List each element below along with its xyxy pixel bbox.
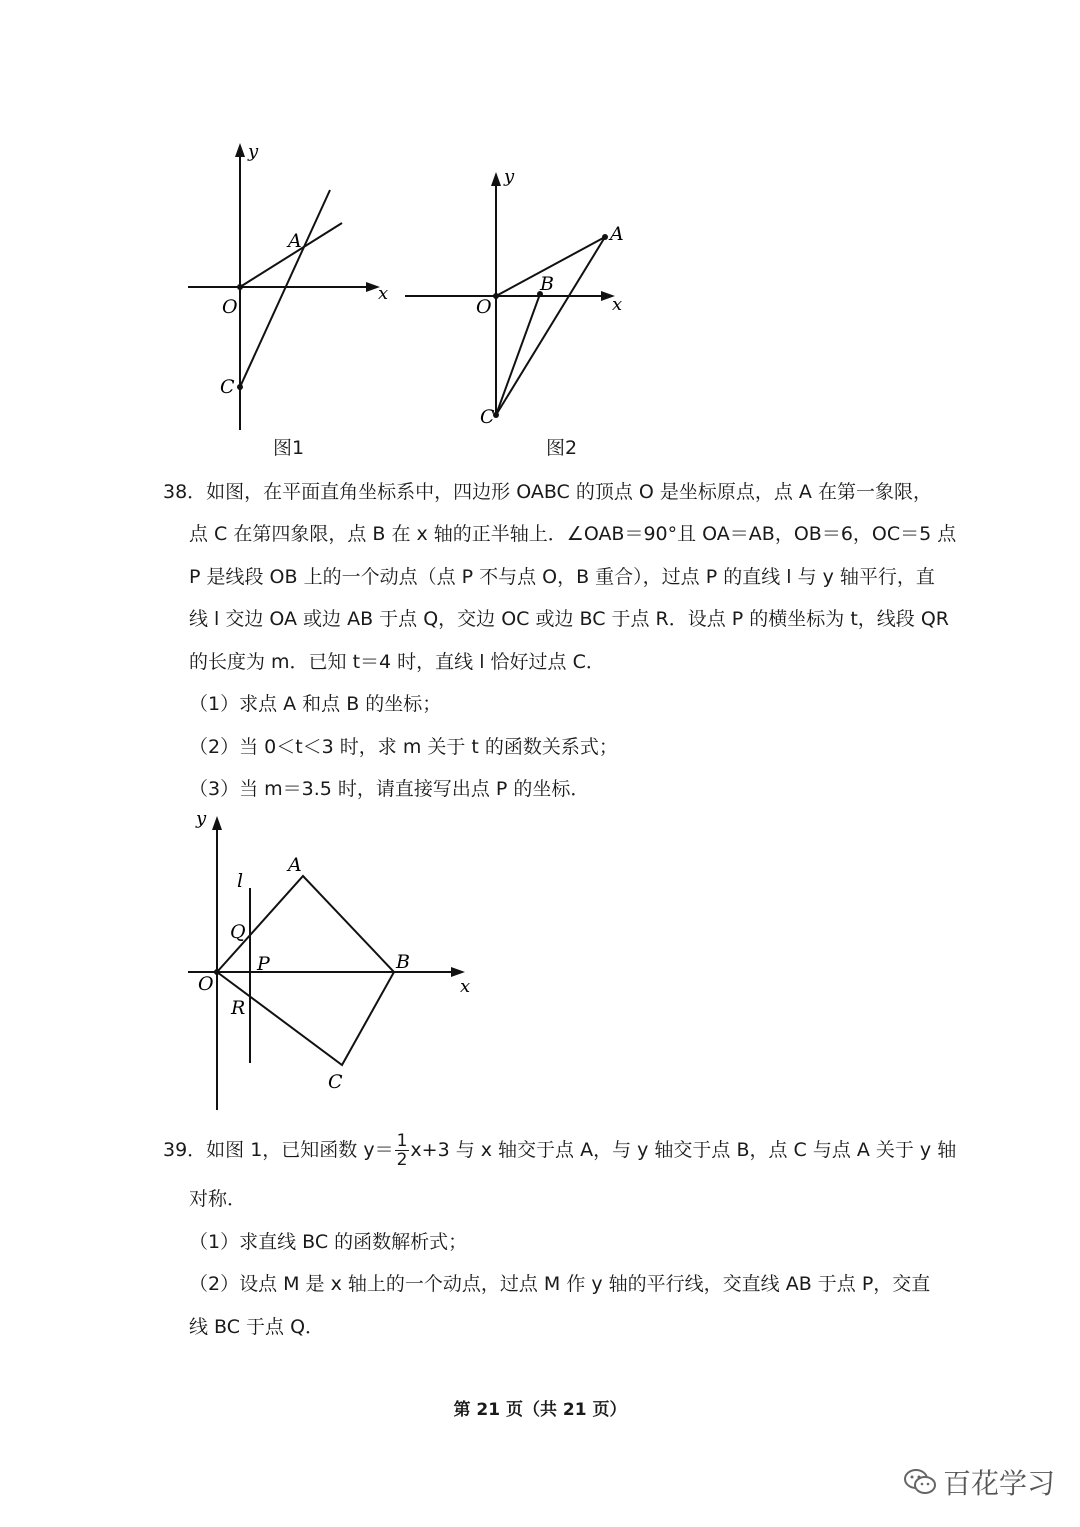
fig2-x-label: x	[612, 294, 623, 315]
fig1-x-label: x	[378, 283, 389, 304]
q39-line-2: 对称．	[189, 1188, 247, 1210]
figure-1-caption: 图1	[273, 437, 305, 459]
q38-sub-3: （3）当 m＝3.5 时，请直接写出点 P 的坐标．	[189, 778, 590, 800]
q38-line-2: 点 C 在第四象限，点 B 在 x 轴的正半轴上．∠OAB＝90°且 OA＝AB，OB＝6，OC＝5 点	[189, 523, 957, 545]
q39-line-1-pre: 39．如图 1，已知函数 y＝	[163, 1139, 394, 1161]
fig3-l-label: l	[237, 870, 244, 892]
q39-fraction-denominator: 2	[396, 1150, 408, 1170]
q38-line-4: 线 l 交边 OA 或边 AB 于点 Q，交边 OC 或边 BC 于点 R．设点 P 的横坐标为 t，线段 QR	[189, 608, 949, 630]
fig3-R-label: R	[231, 997, 246, 1019]
q38-line-3: P 是线段 OB 上的一个动点（点 P 不与点 O，B 重合），过点 P 的直线 l 与 y 轴平行，直	[189, 566, 935, 588]
figure-1-diagram	[180, 135, 400, 435]
fig3-A-label: A	[288, 854, 302, 876]
fig2-y-label: y	[504, 166, 515, 187]
watermark	[903, 1462, 1055, 1502]
fig1-C-label: C	[220, 376, 235, 398]
figure-2	[400, 160, 640, 430]
q39-line-1-post: x+3 与 x 轴交于点 A，与 y 轴交于点 B，点 C 与点 A 关于 y 轴	[410, 1139, 957, 1161]
wechat-icon	[903, 1467, 937, 1497]
fig3-O-label: O	[198, 973, 214, 995]
q39-sub-2a: （2）设点 M 是 x 轴上的一个动点，过点 M 作 y 轴的平行线，交直线 AB 于点 P，交直	[189, 1273, 931, 1295]
fig1-O-label: O	[222, 296, 238, 318]
q38-sub-2: （2）当 0＜t＜3 时，求 m 关于 t 的函数关系式；	[189, 736, 618, 758]
fig3-P-label: P	[257, 953, 270, 975]
q38-line-1: 38．如图，在平面直角坐标系中，四边形 OABC 的顶点 O 是坐标原点，点 A 在第一象限，	[163, 481, 932, 503]
fig3-C-label: C	[328, 1071, 343, 1093]
figure-2-diagram	[400, 160, 640, 430]
q39-line-1	[163, 1130, 1080, 1170]
fig3-x-label: x	[460, 976, 471, 997]
q39-fraction	[395, 1132, 410, 1169]
figure-1	[180, 135, 400, 435]
q38-line-5: 的长度为 m．已知 t＝4 时，直线 l 恰好过点 C．	[189, 651, 605, 673]
q39-fraction-numerator: 1	[396, 1131, 408, 1151]
watermark-text: 百花学习	[943, 1467, 1056, 1500]
q39-sub-1: （1）求直线 BC 的函数解析式；	[189, 1231, 468, 1253]
figure-3	[180, 810, 480, 1115]
fig2-C-label: C	[480, 406, 495, 428]
figure-3-diagram	[180, 810, 480, 1115]
q39-sub-2b: 线 BC 于点 Q．	[189, 1316, 325, 1338]
figure-2-caption: 图2	[546, 437, 578, 459]
fig1-A-label: A	[288, 230, 302, 252]
fig3-Q-label: Q	[230, 921, 246, 943]
page-footer: 第 21 页（共 21 页）	[453, 1400, 627, 1420]
fig3-y-label: y	[196, 810, 207, 829]
q38-sub-1: （1）求点 A 和点 B 的坐标；	[189, 693, 442, 715]
fig2-O-label: O	[476, 296, 492, 318]
fig2-B-label: B	[540, 273, 554, 295]
fig1-y-label: y	[248, 141, 259, 162]
fig2-A-label: A	[610, 223, 624, 245]
fig3-B-label: B	[396, 951, 410, 973]
